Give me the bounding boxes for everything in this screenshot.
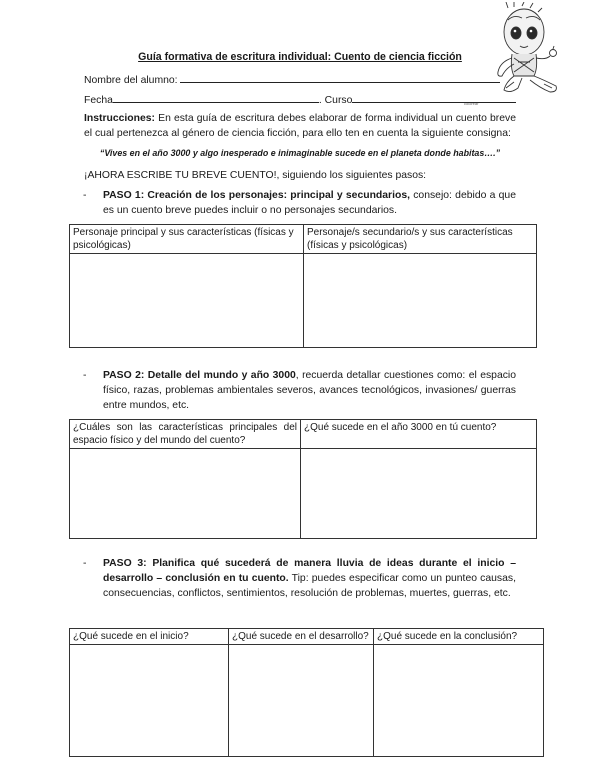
step-3-answer-conclusion[interactable]	[374, 645, 544, 757]
step-1-table	[69, 224, 537, 348]
student-name-label: Nombre del alumno:	[84, 75, 178, 86]
date-course-row	[84, 91, 516, 108]
prompt-quote: “Vives en el año 3000 y algo inesperado e inimaginable sucede en el planeta donde habitas….”	[99, 148, 501, 158]
step-3-header-development: ¿Qué sucede en el desarrollo?	[229, 629, 374, 645]
step-3-heading: PASO 3: Planifica qué sucederá de manera lluvia de ideas durante el inicio – desarrollo – conclusión en tu cuento.	[103, 558, 516, 585]
step-2-dash: -	[83, 370, 87, 381]
table-row	[70, 645, 544, 757]
student-name-field[interactable]	[180, 71, 500, 83]
step-1-dash: -	[83, 190, 87, 201]
step-1-answer-secondary-characters[interactable]	[304, 254, 537, 348]
step-2-header-year-3000: ¿Qué sucede en el año 3000 en tú cuento?	[301, 420, 537, 449]
step-3-text: Tip: puedes especificar como un punteo causas, consecuencias, conflictos, sentimientos, resolución de problemas, muertes, guerras, etc.	[103, 573, 516, 600]
step-3-answer-development[interactable]	[229, 645, 374, 757]
step-2-table	[69, 419, 537, 539]
table-row	[70, 629, 544, 645]
instructions-label: Instrucciones:	[84, 113, 156, 124]
date-field[interactable]	[113, 91, 319, 103]
step-3-table	[69, 628, 544, 757]
step-3-answer-beginning[interactable]	[70, 645, 229, 757]
step-2-text: , recuerda detallar cuestiones como: el espacio físico, razas, problemas ambientales severos, avances tecnológicos, invasiones/ guerras entre mundos, etc.	[103, 370, 517, 412]
illustration-caption: colorear	[464, 101, 479, 106]
table-row	[70, 449, 537, 539]
date-label: Fecha	[84, 95, 113, 106]
student-name-row	[84, 71, 500, 88]
course-label: . Curso	[318, 95, 353, 106]
step-1-answer-main-character[interactable]	[70, 254, 304, 348]
step-3-header-beginning: ¿Qué sucede en el inicio?	[70, 629, 229, 645]
step-2-header-world: ¿Cuáles son las características principales del espacio físico y del mundo del cuento?	[70, 420, 301, 449]
step-3-header-conclusion: ¿Qué sucede en la conclusión?	[374, 629, 544, 645]
step-1-header-secondary-characters: Personaje/s secundario/s y sus características (físicas y psicológicas)	[304, 225, 537, 254]
step-2-answer-world[interactable]	[70, 449, 301, 539]
table-row	[70, 420, 537, 449]
write-now-line: ¡AHORA ESCRIBE TU BREVE CUENTO!, siguiendo los siguientes pasos:	[84, 170, 427, 181]
table-row	[70, 254, 537, 348]
step-3-paragraph	[83, 556, 516, 601]
step-1-paragraph	[83, 188, 516, 218]
step-1-header-main-character: Personaje principal y sus características (físicas y psicológicas)	[70, 225, 304, 254]
step-2-paragraph	[83, 368, 517, 413]
step-2-answer-year-3000[interactable]	[301, 449, 537, 539]
step-3-dash: -	[83, 558, 87, 569]
instructions-text: En esta guía de escritura debes elaborar de forma individual un cuento breve el cual pertenezca al género de ciencia ficción, para ello ten en cuenta la siguiente consigna:	[84, 113, 516, 140]
step-2-heading: PASO 2: Detalle del mundo y año 3000	[103, 370, 296, 381]
step-1-heading: PASO 1: Creación de los personajes: principal y secundarios,	[103, 190, 410, 201]
course-field[interactable]	[352, 91, 516, 103]
page-title: Guía formativa de escritura individual: Cuento de ciencia ficción	[138, 51, 462, 63]
step-1-text: consejo: debido a que es un cuento breve puedes incluir o no personajes secundarios.	[103, 190, 516, 217]
instructions-paragraph	[84, 111, 516, 141]
table-row	[70, 225, 537, 254]
